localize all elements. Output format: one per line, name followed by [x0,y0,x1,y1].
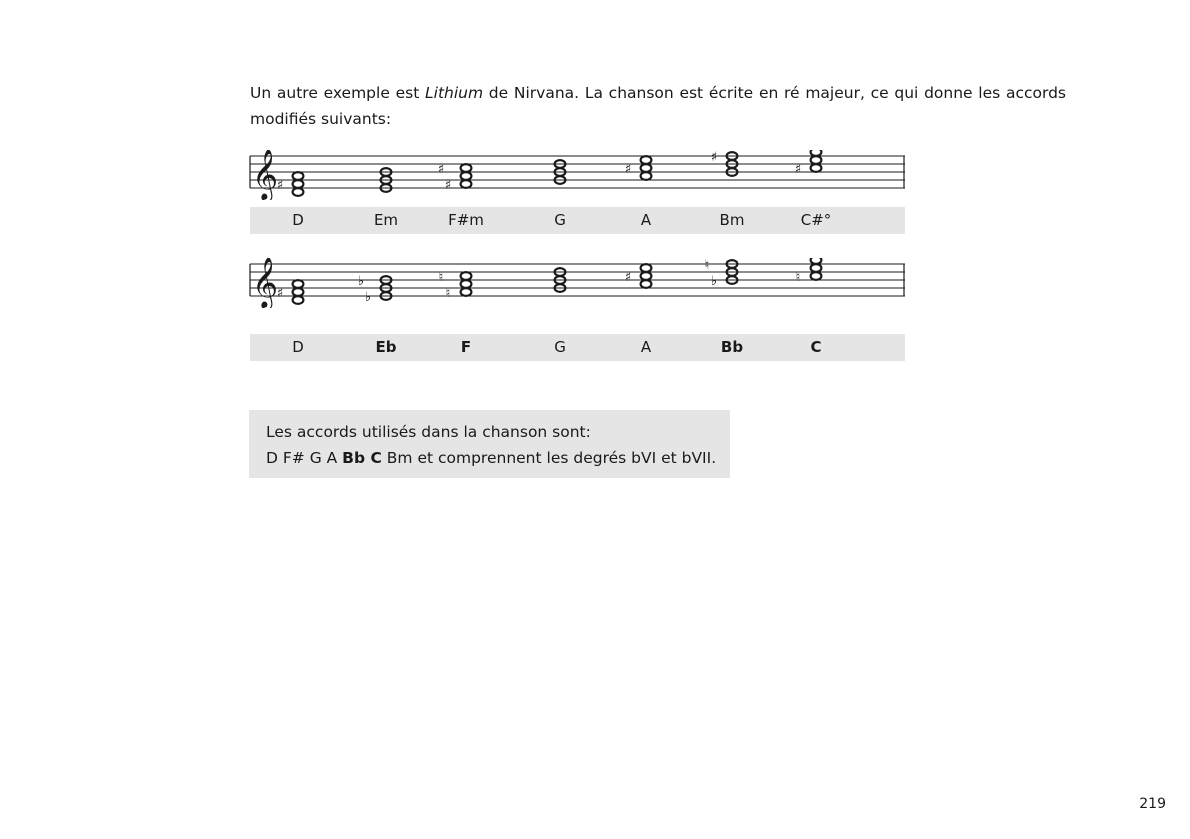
whole-note [461,272,472,280]
original-chord-label: Em [373,211,399,229]
whole-note [811,164,822,172]
info-box [249,410,730,478]
staff-modified [248,258,908,308]
modified-chord-label: D [292,338,304,356]
whole-note [641,156,652,164]
accidental-icon: ♯ [276,286,284,301]
modified-chord-label: G [554,338,566,356]
accidental-icon: ♯ [444,178,452,193]
whole-note [461,180,472,188]
accidental-icon: ♭ [710,274,718,289]
chord-labels-modified [250,334,905,361]
info-line-2-part-a: D F# G A [266,449,343,467]
modified-chord-label: A [640,338,652,356]
treble-clef-icon: 𝄞 [252,258,279,308]
modified-chord-label: F [460,338,472,356]
whole-note [293,180,304,188]
whole-note [811,272,822,280]
original-chord-label: A [640,211,652,229]
original-chord-label: G [554,211,566,229]
info-line-2-bold: Bb C [342,449,382,467]
accidental-icon: ♯ [624,270,632,285]
whole-note [293,288,304,296]
song-title: Lithium [425,84,484,102]
whole-note [811,258,822,264]
whole-note [641,172,652,180]
whole-note [641,280,652,288]
whole-note [641,264,652,272]
intro-text-after: de Nirvana. La chanson est écrite en ré majeur, ce qui donne les accords modifiés suivants: [250,84,1066,128]
accidental-icon: ♯ [276,178,284,193]
accidental-icon: ♮ [704,258,710,273]
whole-note [641,272,652,280]
whole-note [293,188,304,196]
whole-note [461,288,472,296]
original-chord-label: D [292,211,304,229]
accidental-icon: ♯ [624,162,632,177]
original-chord-label: Bm [719,211,745,229]
whole-note [811,150,822,156]
info-line-2-part-b: Bm et comprennent les degrés bVI et bVII. [381,449,717,467]
accidental-icon: ♮ [438,270,444,285]
whole-note [293,296,304,304]
whole-note [811,156,822,164]
accidental-icon: ♯ [437,162,445,177]
whole-note [811,264,822,272]
accidental-icon: ♮ [795,270,801,285]
treble-clef-icon: 𝄞 [252,150,279,200]
whole-note [293,280,304,288]
intro-text-before: Un autre exemple est [250,84,425,102]
whole-note [461,172,472,180]
whole-note [461,280,472,288]
accidental-icon: ♮ [445,286,451,301]
chord-labels-original [250,207,905,234]
accidental-icon: ♭ [364,290,372,305]
info-line-2 [266,445,730,471]
accidental-icon: ♯ [710,150,718,165]
staff-original [248,150,908,200]
modified-chord-label: Bb [720,338,744,356]
original-chord-label: C#° [800,211,832,229]
whole-note [461,164,472,172]
modified-chord-label: C [810,338,822,356]
original-chord-label: F#m [448,211,484,229]
info-line-1: Les accords utilisés dans la chanson sont: [266,423,591,441]
accidental-icon: ♭ [357,274,365,289]
modified-chord-label: Eb [375,338,397,356]
page-number: 219 [1139,796,1166,812]
intro-paragraph [250,80,1066,132]
whole-note [293,172,304,180]
accidental-icon: ♯ [794,162,802,177]
whole-note [641,164,652,172]
